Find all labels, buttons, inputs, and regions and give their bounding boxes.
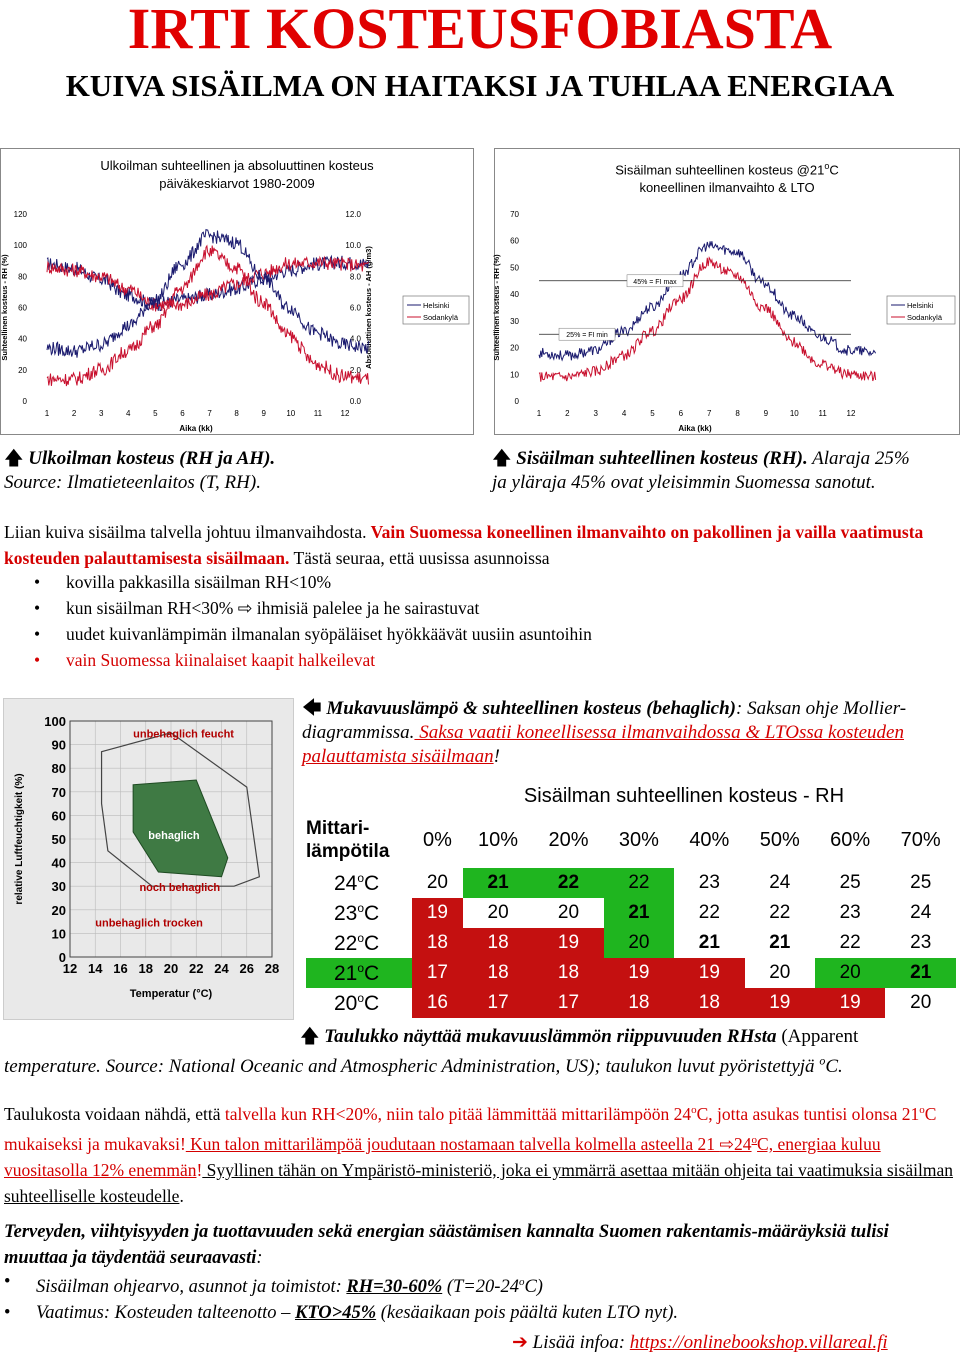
- y2-axis-label: Absoluuttinen kosteus - AH (g/m3): [364, 246, 373, 369]
- table-cell: 21: [604, 898, 674, 928]
- mollier-plot: [4, 699, 293, 1019]
- chart2-plot: [492, 149, 961, 436]
- x-tick-label: 26: [239, 961, 254, 976]
- legend-label: Sodankylä: [907, 313, 943, 322]
- x-tick-label: 1: [536, 409, 542, 418]
- row-temperature: 20$^o$C: [334, 990, 380, 1015]
- x-tick-label: 2: [71, 409, 77, 418]
- table-cell: 19: [412, 898, 463, 928]
- list-item: • Vaatimus: Kosteuden talteenotto – KTO>45% (kesäaikaan pois päältä kuten LTO nyt).: [0, 1300, 954, 1326]
- y2-tick-label: 12.0: [345, 210, 361, 219]
- x-tick-label: 3: [593, 409, 598, 418]
- x-tick-label: 20: [163, 961, 179, 976]
- x-tick-label: 10: [286, 409, 296, 418]
- column-header: 10%: [478, 828, 519, 851]
- x-tick-label: 1: [44, 409, 50, 418]
- y-tick-label: 40: [51, 855, 66, 871]
- series-line: [47, 256, 369, 311]
- right-arrow-icon: ➔: [512, 1332, 528, 1353]
- y2-tick-label: 10.0: [345, 241, 361, 251]
- info-link[interactable]: https://onlinebookshop.villareal.fi: [629, 1332, 888, 1353]
- table-cell: 19: [604, 958, 674, 988]
- mollier-caption: 🡄 Mukavuuslämpö & suhteellinen kosteus (behaglich): Saksan ohje Mollier-diagrammissa. Saksa vaatii koneellisessa ilmanvaihdossa & LTOssa kosteuden palauttamista sisäilmaan!: [302, 698, 907, 767]
- y2-tick-label: 0.0: [349, 397, 361, 406]
- y-tick-label: 20: [18, 365, 27, 375]
- y-tick-label: 60: [51, 808, 66, 824]
- table-cell: 23: [910, 932, 932, 953]
- table-header: Sisäilman suhteellinen kosteus - RH: [523, 784, 845, 807]
- y-tick-label: 50: [51, 832, 66, 847]
- x-axis-label: Aika (kk): [678, 424, 712, 433]
- y-tick-label: 40: [510, 290, 519, 300]
- apparent-temperature-table: [306, 780, 956, 1018]
- y-tick-label: 30: [51, 879, 66, 895]
- y-tick-label: 40: [18, 334, 27, 344]
- table-cell: 20: [604, 928, 674, 958]
- list-item: • vain Suomessa kiinalaiset kaapit halkeilevat: [4, 647, 954, 673]
- chart1-caption: 🡅 Ulkoilman kosteus (RH ja AH). Source: Ilmatieteenlaitos (T, RH).: [4, 448, 276, 493]
- table-cell: 22: [604, 868, 674, 898]
- y-tick-label: 60: [510, 236, 519, 246]
- x-tick-label: 9: [261, 409, 266, 418]
- up-arrow-icon: 🡅: [4, 448, 24, 469]
- y-tick-label: 0: [22, 397, 27, 406]
- list-item: • Sisäilman ohjearvo, asunnot ja toimistot: RH=30-60% $(T=20-24^oC)$: [0, 1269, 954, 1300]
- legend-label: Helsinki: [423, 301, 450, 310]
- chart1-title: Ulkoilman suhteellinen ja absoluuttinen kosteus päiväkeskiarvot 1980-2009: [100, 158, 374, 191]
- table-cell: 16: [412, 988, 463, 1018]
- x-tick-label: 11: [313, 409, 323, 418]
- x-tick-label: 12: [340, 409, 350, 418]
- table-cell: 23: [698, 872, 720, 893]
- table-cell: 19: [745, 988, 815, 1018]
- y2-tick-label: 8.0: [349, 272, 361, 282]
- x-tick-label: 12: [846, 409, 856, 418]
- table-cell: 18: [604, 988, 674, 1018]
- y2-tick-label: 6.0: [349, 303, 361, 313]
- table-row: [306, 928, 956, 958]
- table-cell: 25: [839, 872, 861, 893]
- list-item: • uudet kuivanlämpimän ilmanalan syöpäläiset hyökkäävät uusiin asuntoihin: [4, 621, 954, 647]
- table-cell: 24: [910, 902, 932, 923]
- column-header: 60%: [830, 828, 871, 851]
- x-tick-label: 9: [763, 409, 769, 418]
- left-arrow-icon: 🡄: [302, 698, 322, 719]
- legend-label: Helsinki: [907, 301, 934, 310]
- table-cell: 24: [769, 872, 791, 893]
- table-cell: 21: [463, 868, 533, 898]
- consequence-list: [4, 569, 954, 673]
- y-tick-label: 90: [51, 737, 66, 753]
- table-cell: 20: [487, 902, 509, 923]
- y-tick-label: 20: [510, 343, 519, 353]
- table-cell: 20: [769, 962, 791, 983]
- x-tick-label: 3: [98, 409, 104, 418]
- x-tick-label: 14: [88, 961, 103, 976]
- table-cell: 21: [698, 932, 720, 953]
- x-tick-label: 28: [264, 961, 280, 976]
- table-row: [306, 988, 956, 1018]
- y-tick-label: 70: [510, 210, 519, 219]
- y-tick-label: 0: [58, 950, 66, 965]
- table-cell: 17: [533, 988, 603, 1018]
- table-cell: 23: [839, 902, 861, 923]
- x-tick-label: 16: [113, 961, 128, 976]
- row-temperature: 24$^o$C: [334, 870, 380, 895]
- row-temperature: 23$^o$C: [334, 900, 380, 925]
- column-header: 50%: [759, 828, 800, 851]
- zone-label: behaglich: [148, 830, 200, 842]
- y-tick-label: 80: [18, 272, 27, 282]
- table-cell: 25: [910, 872, 932, 893]
- x-tick-label: 24: [214, 961, 229, 976]
- x-tick-label: 11: [818, 409, 827, 418]
- list-item: • kun sisäilman RH<30% ⇨ ihmisiä palelee ja he sairastuvat: [4, 595, 954, 621]
- y-tick-label: 50: [510, 263, 519, 273]
- x-tick-label: 4: [621, 409, 627, 418]
- x-tick-label: 7: [207, 409, 212, 418]
- table-cell: 22: [769, 902, 791, 923]
- behaglich-zone: [133, 780, 228, 877]
- row-temperature: 21$^o$C: [306, 958, 412, 988]
- table-cell: 20: [557, 902, 580, 923]
- table-cell: 20: [910, 992, 932, 1013]
- y-tick-label: 100: [13, 241, 27, 251]
- table-cell: 20: [426, 872, 448, 893]
- x-tick-label: 5: [153, 409, 158, 418]
- y-axis-label: relative Luftfeuchtigkeit (%): [14, 773, 25, 905]
- table-cell: 21: [769, 932, 791, 953]
- hollow-arrow-icon: ⇨: [719, 1133, 735, 1154]
- conclusion-paragraph: Taulukosta voidaan nähdä, että talvella kun RH<20%, niin talo pitää lämmittää mittarilämpöön 24$^o$C, jotta asukas tuntisi olonsa 21$^o$C mukaiseksi ja mukavaksi! Kun talon mittarilämpöä joudutaan nostamaan talvella kolmella asteella 21 ⇨24$^o$C, energiaa kuluu vuositasolla 12% enemmän! Syyllinen tähän on Ympäristö-ministeriö, joka ei ymmärrä asettaa mitään ohjeita tai vaatimuksia sisäilman suhteelliselle kosteudelle.: [4, 1103, 953, 1206]
- annotation-label: 45% = FI max: [633, 278, 677, 286]
- x-axis-label: Temperatur (°C): [129, 988, 213, 1000]
- y-tick-label: 10: [510, 370, 519, 380]
- up-arrow-icon: 🡅: [300, 1026, 320, 1047]
- table-row: [306, 868, 956, 898]
- table-cell: 18: [463, 928, 533, 958]
- series-line: [539, 258, 876, 382]
- mollier-diagram: [3, 698, 294, 1020]
- y-axis-label: Suhteellinen kosteus - RH (%): [492, 254, 501, 361]
- x-tick-label: 18: [138, 961, 153, 976]
- y2-tick-label: 4.0: [349, 334, 361, 344]
- table-caption: 🡅 Taulukko näyttää mukavuuslämmön riippuvuuden RHsta (Apparent temperature. Source: National Oceanic and Atmospheric Administration, US); taulukon luvut pyöristettyjä $^o$C.: [4, 1026, 859, 1078]
- column-header: 0%: [422, 828, 452, 851]
- y-tick-label: 80: [51, 761, 66, 777]
- annotation-label: 25% = FI min: [566, 332, 608, 340]
- page-title: IRTI KOSTEUSFOBIASTA: [127, 0, 833, 61]
- table-cell: 19: [674, 958, 744, 988]
- table-cell: 18: [463, 958, 533, 988]
- x-tick-label: 5: [650, 409, 655, 418]
- zone-label: noch behaglich: [139, 881, 221, 894]
- outdoor-humidity-chart: [0, 148, 474, 435]
- x-tick-label: 22: [189, 961, 204, 976]
- y-tick-label: 0: [514, 397, 519, 406]
- x-tick-label: 6: [180, 409, 185, 418]
- table-cell: 22: [839, 932, 861, 953]
- x-tick-label: 8: [234, 409, 239, 418]
- table-cell: 20: [815, 958, 885, 988]
- table-cell: 22: [533, 868, 603, 898]
- table-row: [306, 898, 956, 928]
- table-cell: 17: [463, 988, 533, 1018]
- y-tick-label: 30: [510, 316, 519, 326]
- legend-label: Sodankylä: [423, 313, 459, 322]
- y-axis-label: Suhteellinen kosteus - RH (%): [0, 254, 9, 361]
- table-cell: 19: [815, 988, 885, 1018]
- x-tick-label: 10: [789, 409, 799, 418]
- indoor-humidity-chart: [494, 148, 960, 435]
- column-header: 20%: [548, 828, 589, 851]
- page-subtitle: KUIVA SISÄILMA ON HAITAKSI JA TUHLAA ENERGIAA: [65, 68, 895, 103]
- table-cell: 18: [412, 928, 463, 958]
- recommendation-paragraph: Terveyden, viihtyisyyden ja tuottavuuden sekä energian säästämisen kannalta Suomen rakentamis-määräyksiä tulisi muuttaa ja täydentää seuraavasti:: [4, 1222, 889, 1268]
- column-header: 70%: [900, 828, 941, 851]
- y-tick-label: 10: [51, 926, 66, 942]
- table-cell: 17: [412, 958, 463, 988]
- column-header: 30%: [618, 828, 659, 851]
- row-temperature: 22$^o$C: [334, 930, 380, 955]
- zone-label: unbehaglich trocken: [95, 917, 203, 930]
- x-tick-label: 12: [62, 961, 78, 976]
- list-item: • kovilla pakkasilla sisäilman RH<10%: [4, 569, 954, 595]
- x-axis-label: Aika (kk): [179, 424, 213, 433]
- column-header: 40%: [689, 828, 730, 851]
- y2-tick-label: 2.0: [349, 365, 361, 375]
- x-tick-label: 7: [706, 409, 712, 418]
- row-header-label: Mittari- lämpötila: [306, 818, 390, 862]
- chart1-plot: [1, 149, 475, 436]
- y-tick-label: 70: [51, 784, 66, 800]
- up-arrow-icon: 🡅: [492, 448, 512, 469]
- table-cell: 19: [533, 928, 603, 958]
- zone-label: unbehaglich feucht: [133, 728, 234, 741]
- table-cell: 18: [674, 988, 744, 1018]
- y-tick-label: 100: [44, 714, 66, 729]
- y-tick-label: 20: [51, 902, 66, 918]
- y-tick-label: 120: [13, 210, 27, 219]
- recommendation-list: [0, 1269, 954, 1326]
- more-info: ➔ Lisää infoa: https://onlinebookshop.villareal.fi: [512, 1332, 888, 1353]
- chart2-title: Sisäilman suhteellinen kosteus @21$^o$C koneellinen ilmanvaihto & LTO: [615, 161, 839, 196]
- table-cell: 18: [533, 958, 603, 988]
- table-cell: 21: [885, 958, 956, 988]
- table-row: [306, 958, 956, 988]
- x-tick-label: 8: [735, 409, 740, 418]
- x-tick-label: 2: [565, 409, 570, 418]
- hollow-arrow-icon: ⇨: [237, 598, 253, 618]
- y-tick-label: 60: [18, 303, 27, 313]
- intro-paragraph: Liian kuiva sisäilma talvella johtuu ilmanvaihdosta. Vain Suomessa koneellinen ilmanvaihto on pakollinen ja vailla vaatimusta kosteuden palauttamisesta sisäilmaan. Tästä seuraa, että uusissa asunnoissa: [4, 522, 924, 568]
- table-cell: 22: [698, 902, 720, 923]
- chart2-caption: 🡅 Sisäilman suhteellinen kosteus (RH). Alaraja 25% ja yläraja 45% ovat yleisimmin Suomessa sanotut.: [492, 448, 910, 493]
- x-tick-label: 4: [126, 409, 131, 418]
- x-tick-label: 6: [678, 409, 684, 418]
